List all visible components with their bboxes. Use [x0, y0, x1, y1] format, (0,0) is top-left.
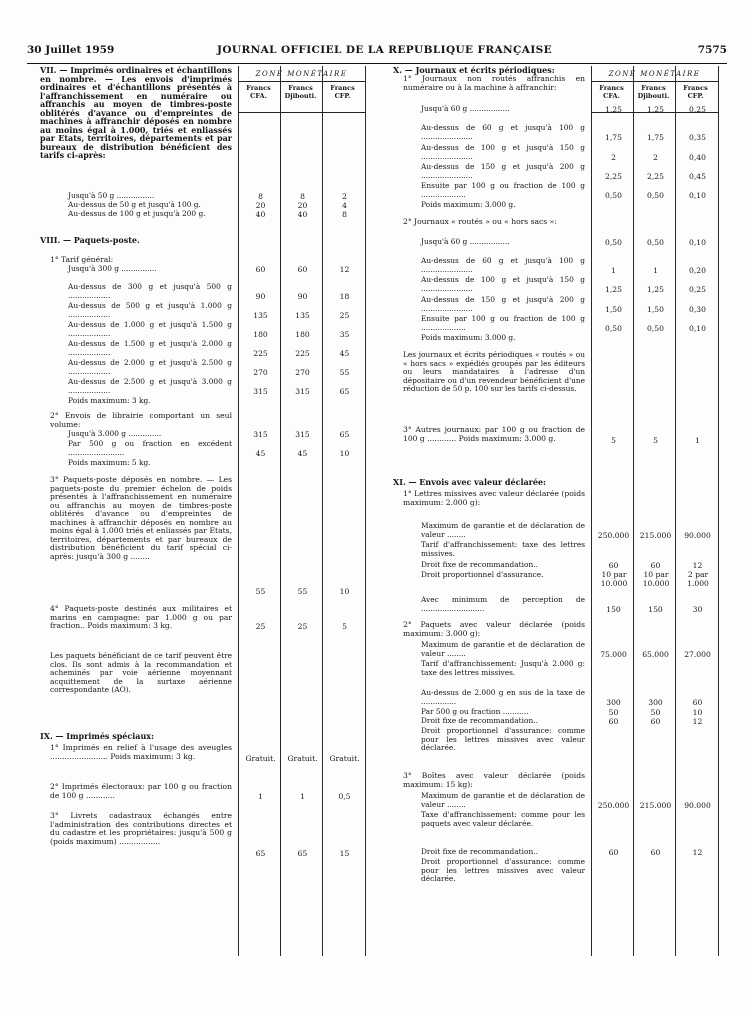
tariff-row-label: Au-dessus de 50 g et jusqu'à 100 g. — [68, 200, 201, 209]
value-cfa: 25 — [255, 622, 266, 631]
value-cfp: 35 — [339, 329, 350, 339]
section-heading: XI. — Envois avec valeur déclarée: — [393, 477, 547, 487]
tariff-row-label: Au-dessus de 150 g et jusqu'à 200 g ...................... — [421, 295, 585, 313]
value-cfp: 0,5 — [338, 792, 351, 801]
tariff-row-label: Jusqu'à 60 g ................. — [421, 104, 510, 113]
tariff-row-label: Au-dessus de 2.000 g en sus de la taxe de ............... — [421, 688, 585, 706]
tariff-row-label: Au-dessus de 1.000 g et jusqu'à 1.500 g .................. — [68, 320, 232, 338]
value-cfa: 65 — [255, 849, 266, 858]
tariff-row-label: Au-dessus de 100 g et jusqu'à 150 g ...................... — [421, 275, 585, 293]
tariff-text: 1° Imprimés en relief à l'usage des aveugles ........................ Poids maximum: 3 kg. — [50, 743, 232, 761]
column-rule — [633, 66, 634, 956]
value-cfa: 2 — [611, 152, 616, 162]
currency-cfp: Francs CFP. — [330, 84, 355, 100]
value-cfa: 250.000 — [597, 530, 630, 540]
value-cfp: 4 — [342, 201, 347, 210]
value-djibouti: 1,75 — [647, 132, 664, 142]
section-heading: VII. — Imprimés ordinaires et échantillons en nombre. — Les envois d'imprimés ordinaires et d'échantillons présentés à l'affranchissement en numéraire ou affranchis au moyen de timbres-poste oblitérés d'avance ou d'empreintes de machines à affranchir déposés en nombre au moins égal à 1.000, triés et enliassés par Etats, territoires, départements et par bureaux de distribution bénéficient des tarifs ci-après: — [40, 65, 232, 160]
value-cfp: Gratuit. — [329, 754, 360, 763]
tariff-text: Les journaux et écrits périodiques « routés » ou « hors sacs » expédiés groupés par les éditeurs ou leurs mandataires à l'adresse d'un dépositaire ou d'un revendeur bénéficient d'une réduction de 50 p. 100 sur les tarifs ci-dessus. — [403, 350, 585, 393]
value-cfp: 25 — [339, 310, 350, 320]
column-rule — [365, 66, 366, 956]
value-cfp: 30 — [692, 604, 703, 614]
value-cfp: 10 — [692, 708, 703, 717]
value-cfa: 90 — [255, 291, 266, 301]
value-cfp: 5 — [342, 622, 347, 631]
value-djibouti: 180 — [295, 329, 310, 339]
value-cfa: 225 — [253, 348, 268, 358]
value-cfa: 315 — [253, 386, 268, 396]
column-rule — [675, 66, 676, 956]
value-djibouti: 40 — [297, 210, 308, 219]
value-djibouti: 55 — [297, 587, 308, 596]
value-cfa: 75.000 — [600, 649, 627, 659]
tariff-text: 2° Journaux « routés » ou « hors sacs »: — [403, 217, 557, 226]
left-column — [40, 66, 375, 966]
tariff-row-label: Droit fixe de recommandation.. — [421, 847, 538, 856]
value-cfp: 0,40 — [689, 152, 706, 162]
tariff-text: Droit proportionnel d'assurance: comme pour les lettres missives avec valeur déclarée. — [421, 857, 585, 883]
tariff-row-label: Droit fixe de recommandation.. — [421, 716, 538, 725]
right-column — [393, 66, 728, 966]
value-cfp: 1 — [695, 436, 700, 445]
value-cfp: 10 — [339, 448, 350, 458]
value-cfp: 12 — [339, 265, 350, 274]
tariff-row-label: Jusqu'à 60 g ................. — [421, 237, 510, 246]
header-rule — [27, 63, 727, 64]
value-cfp: 0,35 — [689, 132, 706, 142]
value-cfp: 10 — [339, 587, 350, 596]
value-djibouti: 25 — [297, 622, 308, 631]
value-cfa: 55 — [255, 587, 266, 596]
currency-djibouti: Francs Djibouti. — [284, 84, 317, 100]
value-cfp: 8 — [342, 210, 347, 219]
value-cfp: 90.000 — [684, 800, 711, 810]
value-djibouti: 60 — [297, 265, 308, 274]
value-djibouti: 215.000 — [639, 530, 672, 540]
value-cfp: 27.000 — [684, 649, 711, 659]
value-cfa: 60 — [608, 717, 619, 726]
value-djibouti: 1,25 — [647, 284, 664, 294]
tariff-row-label: Droit proportionnel d'assurance. — [421, 570, 544, 579]
tariff-row-label: Au-dessus de 300 g et jusqu'à 500 g .................. — [68, 282, 232, 300]
tariff-text: 2° Imprimés électoraux: par 100 g ou fraction de 100 g ............ — [50, 782, 232, 800]
value-cfa: 5 — [611, 436, 616, 445]
value-djibouti: 315 — [295, 386, 310, 396]
value-cfa: 315 — [253, 430, 268, 439]
tariff-row-label: Au-dessus de 100 g et jusqu'à 150 g ...................... — [421, 143, 585, 161]
tariff-text: 4° Paquets-poste destinés aux militaires et marins en campagne: par 1.000 g ou par fraction.. Poids maximum: 3 kg. — [50, 604, 232, 630]
tariff-text: Poids maximum: 5 kg. — [68, 458, 151, 467]
currency-cfa: Francs CFA. — [246, 84, 271, 100]
value-cfa: 1,75 — [605, 132, 622, 142]
section-heading: VIII. — Paquets-poste. — [40, 235, 140, 245]
value-cfp: 0,20 — [689, 265, 706, 275]
value-cfp: 15 — [339, 849, 350, 858]
value-djibouti: 65 — [297, 849, 308, 858]
tariff-row-label: Jusqu'à 3.000 g .............. — [68, 429, 162, 438]
value-djibouti: 20 — [297, 201, 308, 210]
value-cfp: 0,10 — [689, 190, 706, 200]
value-cfa: 250.000 — [597, 800, 630, 810]
value-cfa: 60 — [255, 265, 266, 274]
section-heading: X. — Journaux et écrits périodiques: — [393, 65, 555, 75]
tariff-text: 3° Boîtes avec valeur déclarée (poids maximum: 15 kg): — [403, 771, 585, 789]
value-cfa: 1,25 — [605, 284, 622, 294]
tariff-row-label: Au-dessus de 2.500 g et jusqu'à 3.000 g .................. — [68, 377, 232, 395]
column-rule — [718, 66, 719, 956]
tariff-row-label: Jusqu'à 300 g ............... — [68, 264, 157, 273]
tariff-text: 1° Journaux non routés affranchis en numéraire ou à la machine à affranchir: — [403, 74, 585, 92]
value-djibouti: 90 — [297, 291, 308, 301]
value-djibouti: 135 — [295, 310, 310, 320]
value-djibouti: 1 — [300, 792, 305, 801]
value-cfp: 0,45 — [689, 171, 706, 181]
tariff-text: 2° Paquets avec valeur déclarée (poids maximum: 3.000 g): — [403, 620, 585, 638]
value-djibouti: 8 — [300, 192, 305, 201]
tariff-text: Tarif d'affranchissement: Jusqu'à 2.000 g: taxe des lettres missives. — [421, 659, 585, 677]
header-page-number: 7575 — [697, 44, 727, 56]
tariff-row-label: Ensuite par 100 g ou fraction de 100 g ................... — [421, 314, 585, 332]
zone-header — [238, 66, 365, 113]
tariff-row-label: Ensuite par 100 g ou fraction de 100 g ................... — [421, 181, 585, 199]
value-djibouti: 270 — [295, 367, 310, 377]
value-cfa: 0,50 — [605, 323, 622, 333]
value-cfp: 65 — [339, 430, 350, 439]
value-djibouti: 2,25 — [647, 171, 664, 181]
value-cfa: 60 — [608, 561, 619, 570]
value-djibouti: 225 — [295, 348, 310, 358]
currency-cfa: Francs CFA. — [599, 84, 624, 100]
value-cfa: 40 — [255, 210, 266, 219]
value-cfa: 1 — [611, 265, 616, 275]
tariff-text: 3° Livrets cadastraux échangés entre l'administration des contributions directes et du cadastre et les propriétaires: jusqu'à 500 g (poids maximum) ................. — [50, 811, 232, 846]
column-rule — [238, 66, 239, 956]
zone-title: ZONE MONÉTAIRE — [608, 70, 701, 78]
tariff-row-label: Au-dessus de 150 g et jusqu'à 200 g ...................... — [421, 162, 585, 180]
header-date: 30 Juillet 1959 — [27, 44, 115, 56]
tariff-text: Droit proportionnel d'assurance: comme pour les lettres missives avec valeur déclarée. — [421, 726, 585, 752]
tariff-row-label: Maximum de garantie et de déclaration de valeur ........ — [421, 791, 585, 809]
value-cfa: 150 — [606, 604, 621, 614]
tariff-text: 3° Autres journaux: par 100 g ou fraction de 100 g ............ Poids maximum: 3.000 g. — [403, 425, 585, 443]
value-djibouti: 0,50 — [647, 238, 664, 247]
tariff-text: Poids maximum: 3.000 g. — [421, 333, 516, 342]
value-cfa: 0,50 — [605, 238, 622, 247]
value-cfp: 12 — [692, 848, 703, 857]
value-cfp: 2 — [342, 192, 347, 201]
value-djibouti: 1,50 — [647, 304, 664, 314]
value-cfa: 50 — [608, 708, 619, 717]
tariff-row-label: Par 500 g ou fraction ........... — [421, 707, 529, 716]
header-title: JOURNAL OFFICIEL DE LA REPUBLIQUE FRANÇAISE — [217, 44, 553, 56]
value-cfp: 90.000 — [684, 530, 711, 540]
page-header — [27, 44, 727, 58]
value-cfp: 0,10 — [689, 323, 706, 333]
value-cfa: 10 par 10.000 — [600, 570, 628, 588]
value-djibouti: 60 — [650, 717, 661, 726]
value-cfp: 55 — [339, 367, 350, 377]
value-cfa: 2,25 — [605, 171, 622, 181]
value-cfp: 60 — [692, 697, 703, 707]
value-djibouti: 1 — [653, 265, 658, 275]
value-cfp: 45 — [339, 348, 350, 358]
tariff-text: Poids maximum: 3.000 g. — [421, 200, 516, 209]
value-cfp: 18 — [339, 291, 350, 301]
value-cfp: 0,10 — [689, 238, 706, 247]
value-djibouti: 65.000 — [642, 649, 669, 659]
tariff-text: 3° Paquets-poste déposés en nombre. — Les paquets-poste du premier échelon de poids présentés à l'affranchissement en numéraire ou affranchis au moyen de timbres-poste oblitérés d'avance ou d'empreintes de machines à affranchir déposés en nombre au moins égal à 1.000 triés et enliassés par Etats, territoires, départements et par bureaux de distribution bénéficient du tarif spécial ci-après: jusqu'à 300 g ........ — [50, 475, 232, 561]
value-cfp: 65 — [339, 386, 350, 396]
tariff-text: Les paquets bénéficiant de ce tarif peuvent être clos. Ils sont admis à la recommandation et acheminés par voie aérienne moyennant acquittement de la surtaxe aérienne correspondante (AO). — [50, 651, 232, 694]
tariff-row-label: Au-dessus de 60 g et jusqu'à 100 g ...................... — [421, 256, 585, 274]
value-djibouti: 1,25 — [647, 105, 664, 114]
value-cfp: 0,25 — [689, 284, 706, 294]
value-djibouti: 300 — [648, 697, 663, 707]
tariff-row-label: Maximum de garantie et de déclaration de valeur ........ — [421, 521, 585, 539]
tariff-row-label: Jusqu'à 50 g ................ — [68, 191, 155, 200]
value-djibouti: 60 — [650, 561, 661, 570]
tariff-row-label: Par 500 g ou fraction en excédent ........................ — [68, 439, 232, 457]
value-cfa: 20 — [255, 201, 266, 210]
value-cfa: 45 — [255, 448, 266, 458]
value-cfa: 1,25 — [605, 105, 622, 114]
value-djibouti: Gratuit. — [287, 754, 318, 763]
value-cfa: Gratuit. — [245, 754, 276, 763]
value-djibouti: 45 — [297, 448, 308, 458]
zone-title: ZONE MONÉTAIRE — [255, 70, 348, 78]
value-djibouti: 50 — [650, 708, 661, 717]
value-djibouti: 0,50 — [647, 190, 664, 200]
value-cfa: 1 — [258, 792, 263, 801]
tariff-row-label: Maximum de garantie et de déclaration de valeur ........ — [421, 640, 585, 658]
value-djibouti: 10 par 10.000 — [642, 570, 670, 588]
value-cfa: 1,50 — [605, 304, 622, 314]
value-cfa: 300 — [606, 697, 621, 707]
value-cfa: 0,50 — [605, 190, 622, 200]
value-cfa: 180 — [253, 329, 268, 339]
tariff-text: 1° Tarif général: — [50, 255, 114, 264]
value-cfp: 2 par 1.000 — [687, 570, 709, 588]
value-djibouti: 60 — [650, 848, 661, 857]
value-cfp: 12 — [692, 561, 703, 570]
tariff-row-label: Au-dessus de 500 g et jusqu'à 1.000 g .................. — [68, 301, 232, 319]
value-djibouti: 315 — [295, 430, 310, 439]
value-cfa: 8 — [258, 192, 263, 201]
value-djibouti: 2 — [653, 152, 658, 162]
tariff-row-label: Au-dessus de 2.000 g et jusqu'à 2.500 g .................. — [68, 358, 232, 376]
value-djibouti: 0,50 — [647, 323, 664, 333]
currency-djibouti: Francs Djibouti. — [637, 84, 670, 100]
tariff-text: Tarif d'affranchissement: taxe des lettres missives. — [421, 540, 585, 558]
value-cfp: 12 — [692, 717, 703, 726]
value-cfp: 0,30 — [689, 304, 706, 314]
value-djibouti: 5 — [653, 436, 658, 445]
value-djibouti: 150 — [648, 604, 663, 614]
currency-cfp: Francs CFP. — [683, 84, 708, 100]
value-djibouti: 215.000 — [639, 800, 672, 810]
tariff-row-label: Au-dessus de 60 g et jusqu'à 100 g ...................... — [421, 123, 585, 141]
value-cfa: 270 — [253, 367, 268, 377]
tariff-text: Poids maximum: 3 kg. — [68, 396, 151, 405]
tariff-text: Taxe d'affranchissement: comme pour les paquets avec valeur déclarée. — [421, 810, 585, 828]
tariff-text: 2° Envois de librairie comportant un seul volume: — [50, 411, 232, 429]
value-cfp: 0,25 — [689, 105, 706, 114]
value-cfa: 135 — [253, 310, 268, 320]
tariff-row-label: Droit fixe de recommandation.. — [421, 560, 538, 569]
tariff-row-label: Au-dessus de 100 g et jusqu'à 200 g. — [68, 209, 206, 218]
column-rule — [591, 66, 592, 956]
tariff-row-label: Avec minimum de perception de ........................... — [421, 595, 585, 613]
section-heading: IX. — Imprimés spéciaux: — [40, 731, 155, 741]
tariff-row-label: Au-dessus de 1.500 g et jusqu'à 2.000 g .................. — [68, 339, 232, 357]
value-cfa: 60 — [608, 848, 619, 857]
tariff-text: 1° Lettres missives avec valeur déclarée (poids maximum: 2.000 g): — [403, 489, 585, 507]
